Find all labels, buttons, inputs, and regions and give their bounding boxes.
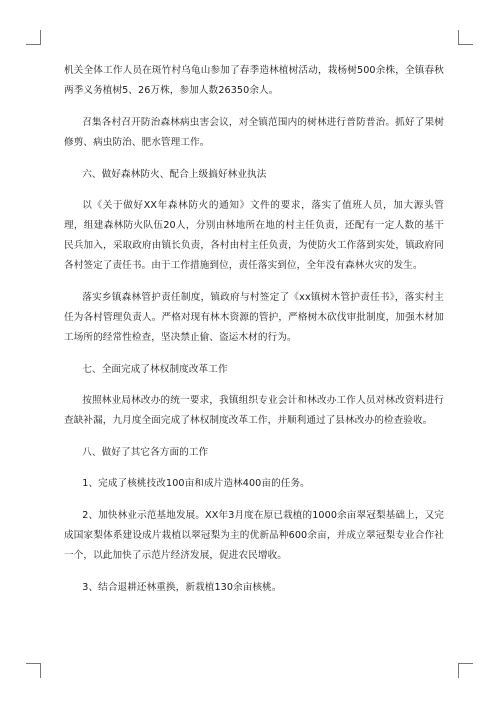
list-item: 1、完成了核桃技改100亩和成片造林400亩的任务。: [82, 478, 310, 489]
crop-mark-top-left: [26, 30, 41, 45]
crop-mark-bottom-right: [458, 663, 473, 678]
document-body: [64, 61, 444, 610]
section-heading: 七、全面完成了林权制度改革工作: [82, 364, 228, 375]
crop-mark-bottom-left: [26, 663, 41, 678]
section-heading: 六、做好森林防火、配合上级搞好林业执法: [82, 169, 267, 180]
list-item: 2、加快林业示范基地发展。XX年3月度在原已栽植的1000余亩翠冠梨基础上，又完成国家梨体系建设成片栽植以翠冠梨为主的优新品种600余亩，并成立翠冠梨专业合作社一个，以此加快了示范片经济发展，促进农民增收。: [64, 510, 444, 561]
paragraph: 以《关于做好XX年森林防火的通知》文件的要求，落实了值班人员，加大源头管理，组建森林防火队伍20人，分别由林地所在地的村主任负责，还配有一定人数的基干民兵加入，采取政府由镇长负责，各村由村主任负责，为使防火工作落到实处，镇政府同各村签定了责任书。由于工作措施到位，责任落实到位，全年没有森林火灾的发生。: [64, 200, 444, 271]
paragraph: 按照林业局林改办的统一要求，我镇组织专业会计和林改办工作人员对林改资料进行查缺补漏，九月度全面完成了林权制度改革工作，并顺利通过了县林改办的检查验收。: [64, 395, 444, 426]
list-item: 3、结合退耕还林重换，新栽植130余亩核桃。: [82, 582, 282, 593]
paragraph: 机关全体工作人员在斑竹村乌龟山参加了春季造林植树活动，栽杨树500余株，全镇春秋两季义务植树5、26万株，参加人数26350余人。: [64, 65, 444, 96]
paragraph: 召集各村召开防治森林病虫害会议，对全镇范围内的树林进行普防普治。抓好了果树修剪、病虫防治、肥水管理工作。: [64, 117, 444, 148]
section-heading: 八、做好了其它各方面的工作: [82, 447, 209, 458]
crop-mark-top-right: [458, 30, 473, 45]
paragraph: 落实乡镇森林管护责任制度，镇政府与村签定了《xx镇树木管护责任书》，落实村主任为各村管理负责人。严格对现有林木资源的管护，严格树木砍伐审批制度，加强木材加工场所的经常性检查，坚决禁止偷、盗运木材的行为。: [64, 292, 444, 343]
